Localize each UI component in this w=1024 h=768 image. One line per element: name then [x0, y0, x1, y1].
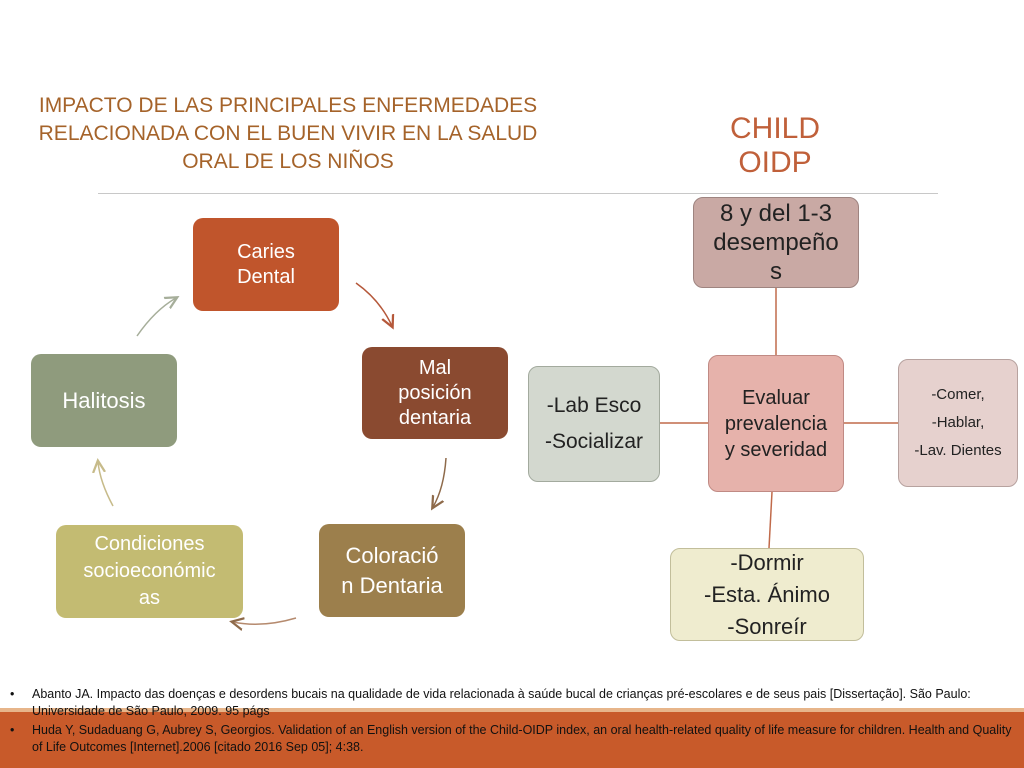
oidp-right-line-2: -Hablar, [931, 414, 985, 431]
node-condiciones-line-1: Condiciones [94, 533, 205, 555]
oidp-bottom-line-2: -Esta. Ánimo [704, 581, 830, 607]
oidp-node-right [898, 359, 1018, 487]
oidp-node-bottom [670, 548, 864, 641]
oidp-node-left [528, 366, 660, 482]
node-halitosis: Halitosis [31, 354, 177, 447]
node-condiciones-socioeconomicas [56, 525, 243, 618]
line-center-to-bottom [769, 492, 772, 548]
arrow-mal-to-coloracion [433, 458, 446, 507]
child-oidp-title: CHILD OIDP [729, 112, 820, 179]
oidp-left-line-1: -Lab Esco [546, 394, 642, 417]
node-caries-line-1: Caries [237, 240, 295, 263]
node-coloracion-dentaria [319, 524, 465, 617]
oidp-top-line-2: desempeño [713, 229, 839, 256]
node-coloracion-line-2: n Dentaria [341, 572, 443, 598]
node-mal-line-2: posición [398, 381, 472, 404]
reference-text: Abanto JA. Impacto das doenças e desordens bucais na qualidade de vida relacionada à saúde bucal de crianças pré-escolares e de seus pais [Dissertação]. São Paulo: Universidade de São Paulo, 2009. 95 págs [32, 687, 971, 718]
oidp-bottom-line-1: -Dormir [730, 549, 804, 575]
reference-item [10, 686, 1018, 720]
reference-item [10, 722, 1018, 756]
title-line-2: RELACIONADA CON EL BUEN VIVIR EN LA SALUD [38, 122, 538, 145]
oidp-center-line-1: Evaluar [742, 386, 810, 409]
node-condiciones-line-2: socioeconómic [83, 560, 216, 582]
title-line-3: ORAL DE LOS NIÑOS [182, 150, 394, 173]
bullet-icon: • [10, 687, 15, 701]
oidp-center-line-3: y severidad [724, 438, 828, 461]
node-mal-posicion [362, 347, 508, 439]
arrow-condiciones-to-halitosis [98, 462, 113, 506]
oidp-top-line-3: s [770, 258, 782, 285]
node-caries-line-2: Dental [237, 265, 295, 288]
oidp-top-line-1: 8 y del 1-3 [719, 200, 833, 227]
oidp-left-line-2: -Socializar [544, 430, 644, 453]
bullet-icon: • [10, 723, 15, 737]
node-coloracion-line-1: Coloració [345, 542, 439, 568]
node-mal-line-3: dentaria [398, 406, 472, 429]
title-line-1: IMPACTO DE LAS PRINCIPALES ENFERMEDADES [38, 94, 538, 117]
node-mal-line-1: Mal [418, 356, 452, 379]
references-list [10, 686, 1018, 758]
oidp-node-center [708, 355, 844, 492]
reference-text: Huda Y, Sudaduang G, Aubrey S, Georgios. Validation of an English version of the Child-OIDP index, an oral health-related quality of life measure for children. Health and Quality of Life Outcomes [Internet].2006 [citado 2016 Sep 05]; 4:38. [32, 723, 1012, 754]
oidp-right-line-3: -Lav. Dientes [914, 442, 1002, 459]
arrow-coloracion-to-condiciones [233, 618, 296, 624]
oidp-center-line-2: prevalencia [724, 412, 828, 435]
node-condiciones-line-3: as [138, 587, 161, 609]
oidp-bottom-line-3: -Sonreír [727, 613, 807, 639]
oidp-node-top [693, 197, 859, 288]
node-caries-dental [193, 218, 339, 311]
arrow-halitosis-to-caries [137, 298, 176, 336]
arrow-caries-to-mal [356, 283, 392, 326]
oidp-right-line-1: -Comer, [931, 386, 985, 403]
